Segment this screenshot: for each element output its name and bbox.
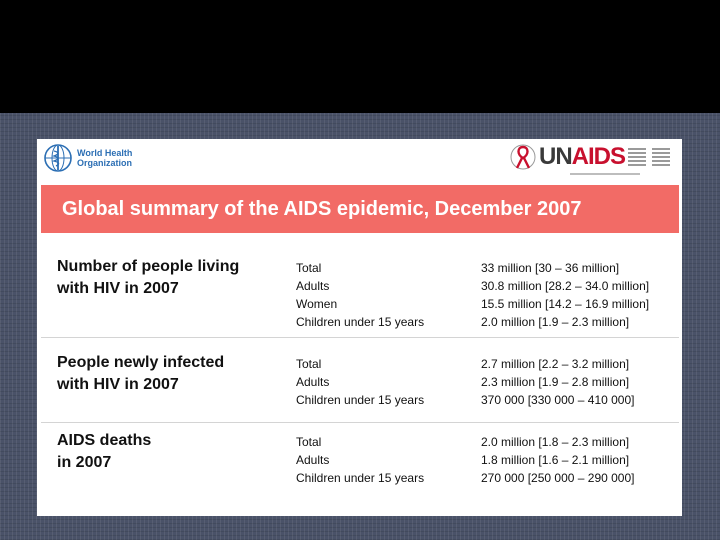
row-label: Adults — [296, 453, 330, 467]
row-value: 270 000 [250 000 – 290 000] — [481, 471, 635, 485]
top-black-band — [0, 0, 720, 113]
row-values — [481, 355, 634, 409]
row-value: 15.5 million [14.2 – 16.9 million] — [481, 297, 650, 311]
row-value: 2.0 million [1.8 – 2.3 million] — [481, 435, 630, 449]
who-wordmark — [77, 148, 132, 168]
section-heading — [57, 256, 277, 300]
row-label: Adults — [296, 375, 330, 389]
row-value: 1.8 million [1.6 – 2.1 million] — [481, 453, 630, 467]
row-label: Children under 15 years — [296, 315, 425, 329]
unaids-logo — [510, 143, 674, 171]
row-label: Women — [296, 297, 338, 311]
row-label: Children under 15 years — [296, 471, 425, 485]
row-value: 30.8 million [28.2 – 34.0 million] — [481, 279, 650, 293]
row-label: Adults — [296, 279, 330, 293]
heading-line2: with HIV in 2007 — [57, 376, 179, 393]
section-heading — [57, 430, 277, 474]
slide — [37, 139, 682, 516]
row-label: Children under 15 years — [296, 393, 425, 407]
section-heading — [57, 352, 277, 396]
red-ribbon-icon — [510, 143, 536, 171]
slide-title: Global summary of the AIDS epidemic, December 2007 — [62, 197, 582, 220]
section-divider — [41, 422, 679, 423]
who-emblem-icon — [43, 143, 73, 173]
heading-line2: in 2007 — [57, 454, 112, 471]
row-value: 2.0 million [1.9 – 2.3 million] — [481, 315, 630, 329]
row-label: Total — [296, 357, 322, 371]
row-labels — [296, 355, 424, 409]
row-value: 370 000 [330 000 – 410 000] — [481, 393, 635, 407]
row-labels — [296, 259, 424, 331]
who-line1: World Health — [77, 148, 133, 158]
unaids-wordmark — [539, 144, 625, 170]
heading-line2: with HIV in 2007 — [57, 280, 179, 297]
row-values — [481, 259, 649, 331]
who-logo — [43, 143, 132, 173]
row-values — [481, 433, 634, 487]
unaids-aids: AIDS — [571, 143, 625, 170]
row-labels — [296, 433, 424, 487]
heading-line1: AIDS deaths — [57, 432, 152, 449]
row-value: 33 million [30 – 36 million] — [481, 261, 620, 275]
row-label: Total — [296, 261, 322, 275]
section-divider — [41, 337, 679, 338]
unaids-un: UN — [538, 143, 572, 170]
title-bar — [41, 185, 679, 233]
heading-line1: Number of people living — [57, 258, 240, 275]
row-value: 2.7 million [2.2 – 3.2 million] — [481, 357, 630, 371]
row-label: Total — [296, 435, 322, 449]
heading-line1: People newly infected — [57, 354, 225, 371]
unaids-subtitle-line — [570, 173, 640, 175]
row-value: 2.3 million [1.9 – 2.8 million] — [481, 375, 630, 389]
who-line2: Organization — [77, 158, 133, 168]
cosponsor-list — [628, 147, 674, 167]
slide-background — [0, 113, 720, 540]
